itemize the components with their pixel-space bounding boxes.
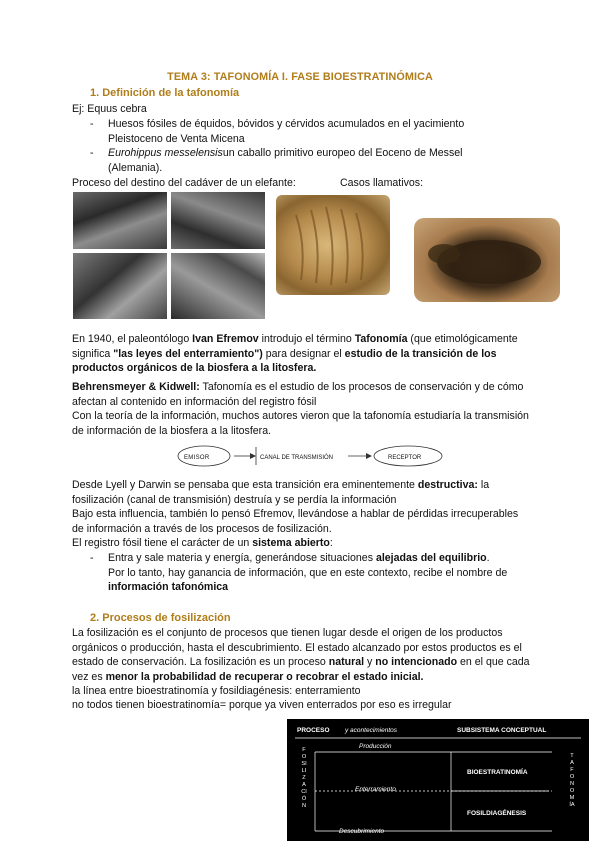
text-run: Tafonomía es el estudio de los procesos de conservación y de cómo afectan al contenido en información del registro fósil — [72, 381, 524, 408]
text-run: sistema abierto — [252, 537, 330, 549]
text-run: Behrensmeyer & Kidwell: — [72, 381, 200, 393]
fosilizacion-diagram — [287, 719, 589, 841]
section1-heading: 1. Definición de la tafonomía — [90, 87, 240, 99]
text-run: Desde Lyell y Darwin se pensaba que esta transición era eminentemente — [72, 479, 418, 491]
text-run: estudio de la transición de los productos orgánicos de la biosfera a la litosfera. — [72, 347, 497, 375]
text-run: menor la probabilidad de recuperar o recobrar el estado inicial. — [105, 670, 424, 683]
flow-diagram — [176, 443, 446, 469]
text-run: información tafonómica — [108, 581, 229, 594]
elephant-photo-3 — [73, 253, 167, 319]
text-run: El registro fósil tiene el carácter de un — [72, 537, 253, 549]
chart-left-vertical: FOSILIZACIÓN — [301, 747, 307, 809]
chart-right-vertical: TAFONOMÍA — [569, 753, 575, 808]
flow-emisor: EMISOR — [184, 455, 210, 461]
paragraph-behrensmeyer — [72, 380, 532, 409]
paragraph-efremov-loss: Bajo esta influencia, también lo pensó Efremov, llevándose a hablar de pérdidas irrecuperables de información a través de los procesos de fosilización. — [72, 508, 519, 535]
text-run: para designar el — [262, 347, 345, 360]
flow-canal: CANAL DE TRANSMISIÓN — [260, 455, 334, 461]
text-run: Tafonomía — [354, 333, 408, 345]
bullet-list-1 — [90, 117, 510, 175]
list-item — [90, 146, 510, 175]
chart-enterramiento: Enterramiento — [355, 786, 396, 793]
flow-receptor: RECEPTOR — [388, 455, 422, 461]
example-label: Ej: Equus cebra — [72, 103, 147, 115]
text-run: la fosilización (canal de transmisión) destruía y se perdía la información — [72, 479, 490, 506]
paragraph-efremov — [72, 332, 532, 376]
paragraph-no-todos: no todos tienen bioestratinomía= porque ya viven enterrados por eso es irregular — [72, 699, 452, 711]
process-label: Proceso del destino del cadáver de un elefante: — [72, 177, 296, 189]
text-run: Entra y sale materia y energía, generándose situaciones — [108, 552, 376, 564]
bullet-text: Huesos fósiles de équidos, bóvidos y cérvidos acumulados en el yacimiento Pleistoceno de Venta Micena — [108, 118, 465, 145]
text-run: : — [329, 537, 333, 549]
bullet-dash: - — [90, 118, 94, 130]
bullet-dash: - — [90, 147, 94, 160]
fossil-mammal-icon — [414, 218, 560, 302]
chart-fosildiagenesis: FOSILDIAGÉNESIS — [467, 810, 527, 817]
page-title: TEMA 3: TAFONOMÍA I. FASE BIOESTRATINÓMICA — [167, 71, 433, 83]
text-run: y — [364, 656, 376, 669]
text-run: en el que cada vez es — [72, 656, 530, 683]
text-run: En 1940, el paleontólogo — [72, 333, 193, 345]
elephant-photo-4 — [171, 253, 265, 319]
elephant-photo-1 — [73, 192, 167, 249]
text-run: natural — [328, 656, 365, 669]
text-run: Ivan Efremov — [192, 333, 259, 345]
fossil-photo-2 — [414, 218, 560, 302]
fossil-ribs-icon — [276, 195, 390, 295]
list-item — [90, 117, 510, 146]
paragraph-information: Con la teoría de la información, muchos autores vieron que la tafonomía estudiaría la transmisión de información de la biosfera a la litosfera. — [72, 410, 529, 437]
text-run: . — [486, 552, 490, 564]
paragraph-sistema — [72, 536, 532, 551]
chart-lines-icon — [287, 719, 589, 841]
paragraph-lyell — [72, 478, 532, 507]
text-run: "las leyes del enterramiento") — [113, 347, 263, 360]
text-run: (que etimológicamente significa — [72, 333, 518, 360]
text-run: introdujo el término — [258, 333, 355, 345]
fossil-photo-1 — [276, 195, 390, 295]
list-item — [90, 566, 530, 595]
text-run: no intencionado — [375, 656, 458, 669]
paragraph-linea: la línea entre bioestratinomía y fosildiagénesis: enterramiento — [72, 685, 361, 697]
cases-label: Casos llamativos: — [340, 177, 424, 189]
chart-subsistema: SUBSISTEMA CONCEPTUAL — [457, 727, 547, 734]
bullet-text: un caballo primitivo europeo del Eoceno de Messel (Alemania). — [108, 147, 463, 174]
bullet-list-2 — [90, 551, 530, 595]
list-item — [90, 551, 530, 566]
chart-proceso: PROCESO — [297, 727, 330, 734]
section2-heading: 2. Procesos de fosilización — [90, 612, 231, 624]
text-run: Por lo tanto, hay ganancia de información, que en este contexto, recibe el nombre de — [108, 566, 508, 579]
text-run: destructiva: — [417, 479, 478, 491]
chart-acontecimientos: y acontecimientos — [345, 727, 398, 734]
chart-descubrimiento: Descubrimiento — [339, 828, 385, 835]
text-run: alejadas del equilibrio — [375, 552, 487, 564]
paragraph-fosilizacion — [72, 626, 532, 684]
bullet-dash: - — [90, 552, 94, 564]
elephant-photo-2 — [171, 192, 265, 249]
chart-bioestratinomia: BIOESTRATINOMÍA — [467, 769, 528, 776]
chart-produccion: Producción — [359, 743, 392, 750]
text-run: La fosilización es el conjunto de procesos que tienen lugar desde el origen de los productos orgánicos o producción, hasta el descubrimiento. El estado alcanzado por estos productos es el estado de conservación. La fosilización es un proceso — [72, 627, 522, 669]
species-name: Eurohippus messelensis — [108, 147, 223, 160]
